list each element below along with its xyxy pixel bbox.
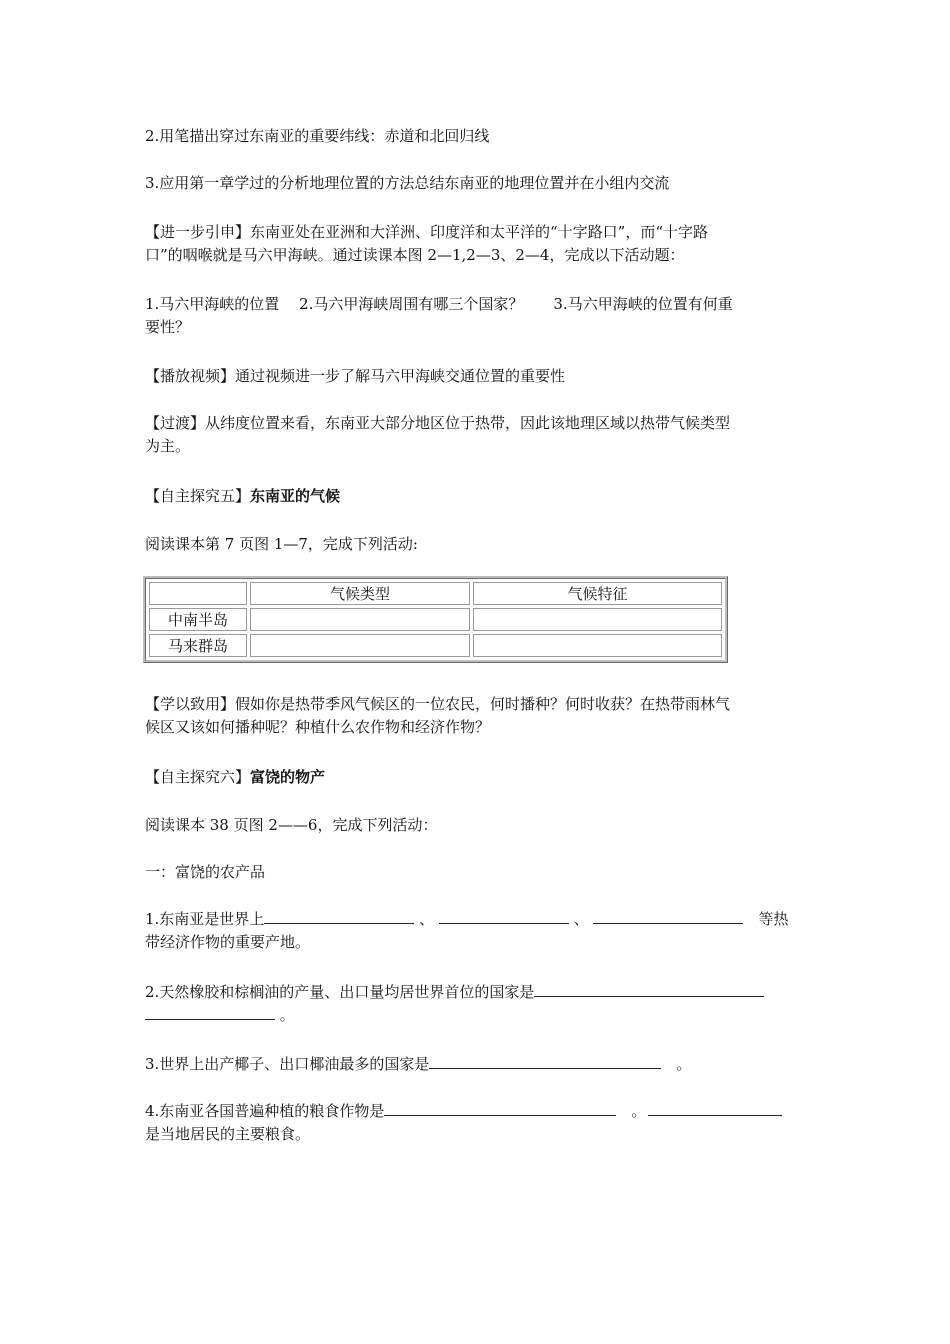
heading-bracket: 【自主探究六】 [145, 768, 251, 786]
text-line [145, 981, 810, 1004]
question-text: 3.世界上出产椰子、出口椰油最多的国家是 [145, 1055, 430, 1073]
text-line: 阅读课本 38 页图 2——6，完成下列活动： [145, 816, 438, 834]
question-text: 等热 [758, 910, 789, 928]
answer-blank[interactable] [264, 909, 414, 924]
text-line [145, 1004, 810, 1027]
paragraph-questions [145, 293, 810, 339]
heading-bracket: 【自主探究五】 [145, 487, 251, 505]
answer-blank[interactable] [145, 1005, 275, 1020]
table-cell[interactable] [473, 634, 722, 657]
heading-title: 东南亚的气候 [250, 487, 341, 505]
heading-title: 富饶的物产 [250, 768, 326, 786]
table-row [149, 608, 722, 631]
separator: 、 [419, 910, 435, 928]
text-line: 口”的咽喉就是马六甲海峡。通过读课本图 2—1,2—3、2—4，完成以下活动题： [145, 246, 685, 264]
question-3 [145, 1053, 810, 1076]
paragraph-transition [145, 412, 810, 458]
text-line: 2.用笔描出穿过东南亚的重要纬线：赤道和北回归线 [145, 127, 490, 145]
table-cell[interactable] [250, 608, 470, 631]
table-header-cell [149, 582, 247, 605]
text-line: 1.马六甲海峡的位置 2.马六甲海峡周围有哪三个国家？ 3.马六甲海峡的位置有何重 [145, 295, 733, 313]
table-row [149, 634, 722, 657]
answer-blank[interactable] [439, 909, 569, 924]
separator: 、 [573, 910, 589, 928]
text-line: 3.应用第一章学过的分析地理位置的方法总结东南亚的地理位置并在小组内交流 [145, 174, 670, 192]
question-2 [145, 981, 810, 1027]
question-text: 2.天然橡胶和棕榈油的产量、出口量均居世界首位的国家是 [145, 983, 535, 1001]
text-line: 【播放视频】通过视频进一步了解马六甲海峡交通位置的重要性 [145, 367, 566, 385]
question-text: 1.东南亚是世界上 [145, 910, 265, 928]
answer-blank[interactable] [384, 1101, 616, 1116]
question-text: 。 [279, 1006, 295, 1024]
text-line: 是当地居民的主要粮食。 [145, 1125, 311, 1143]
table-header-cell: 气候类型 [250, 582, 470, 605]
section-heading-5 [145, 485, 810, 508]
table-header-row [149, 582, 722, 605]
text-line [145, 908, 810, 931]
answer-blank[interactable] [648, 1101, 782, 1116]
table-row-label: 中南半岛 [149, 608, 247, 631]
table-cell[interactable] [250, 634, 470, 657]
text-line: 【过渡】从纬度位置来看，东南亚大部分地区位于热带，因此该地理区域以热带气候类型 [145, 414, 731, 432]
answer-blank[interactable] [534, 982, 764, 997]
text-line: 阅读课本第 7 页图 1—7，完成下列活动: [145, 535, 418, 553]
table-header-cell: 气候特征 [473, 582, 722, 605]
text-line: 候区又该如何播种呢？种植什么农作物和经济作物？ [145, 718, 491, 736]
question-4 [145, 1100, 810, 1146]
paragraph-extension [145, 221, 810, 267]
answer-blank[interactable] [593, 909, 743, 924]
section-heading-6 [145, 766, 810, 789]
table-cell[interactable] [473, 608, 722, 631]
question-1 [145, 908, 810, 954]
question-text: 。 [676, 1055, 692, 1073]
text-line: 带经济作物的重要产地。 [145, 933, 311, 951]
table-row-label: 马来群岛 [149, 634, 247, 657]
text-line: 一：富饶的农产品 [145, 863, 266, 881]
text-line: 要性？ [145, 318, 191, 336]
question-text: 。 [631, 1102, 647, 1120]
answer-blank[interactable] [429, 1054, 661, 1069]
text-line: 为主。 [145, 437, 191, 455]
question-text: 4.东南亚各国普遍种植的粮食作物是 [145, 1102, 385, 1120]
text-line: 【进一步引申】东南亚处在亚洲和大洋洲、印度洋和太平洋的“十字路口”，而“十字路 [145, 223, 709, 241]
text-line: 【学以致用】假如你是热带季风气候区的一位农民，何时播种？何时收获？在热带雨林气 [145, 695, 731, 713]
climate-table [143, 576, 728, 663]
paragraph-application [145, 693, 810, 739]
text-line [145, 1100, 810, 1123]
